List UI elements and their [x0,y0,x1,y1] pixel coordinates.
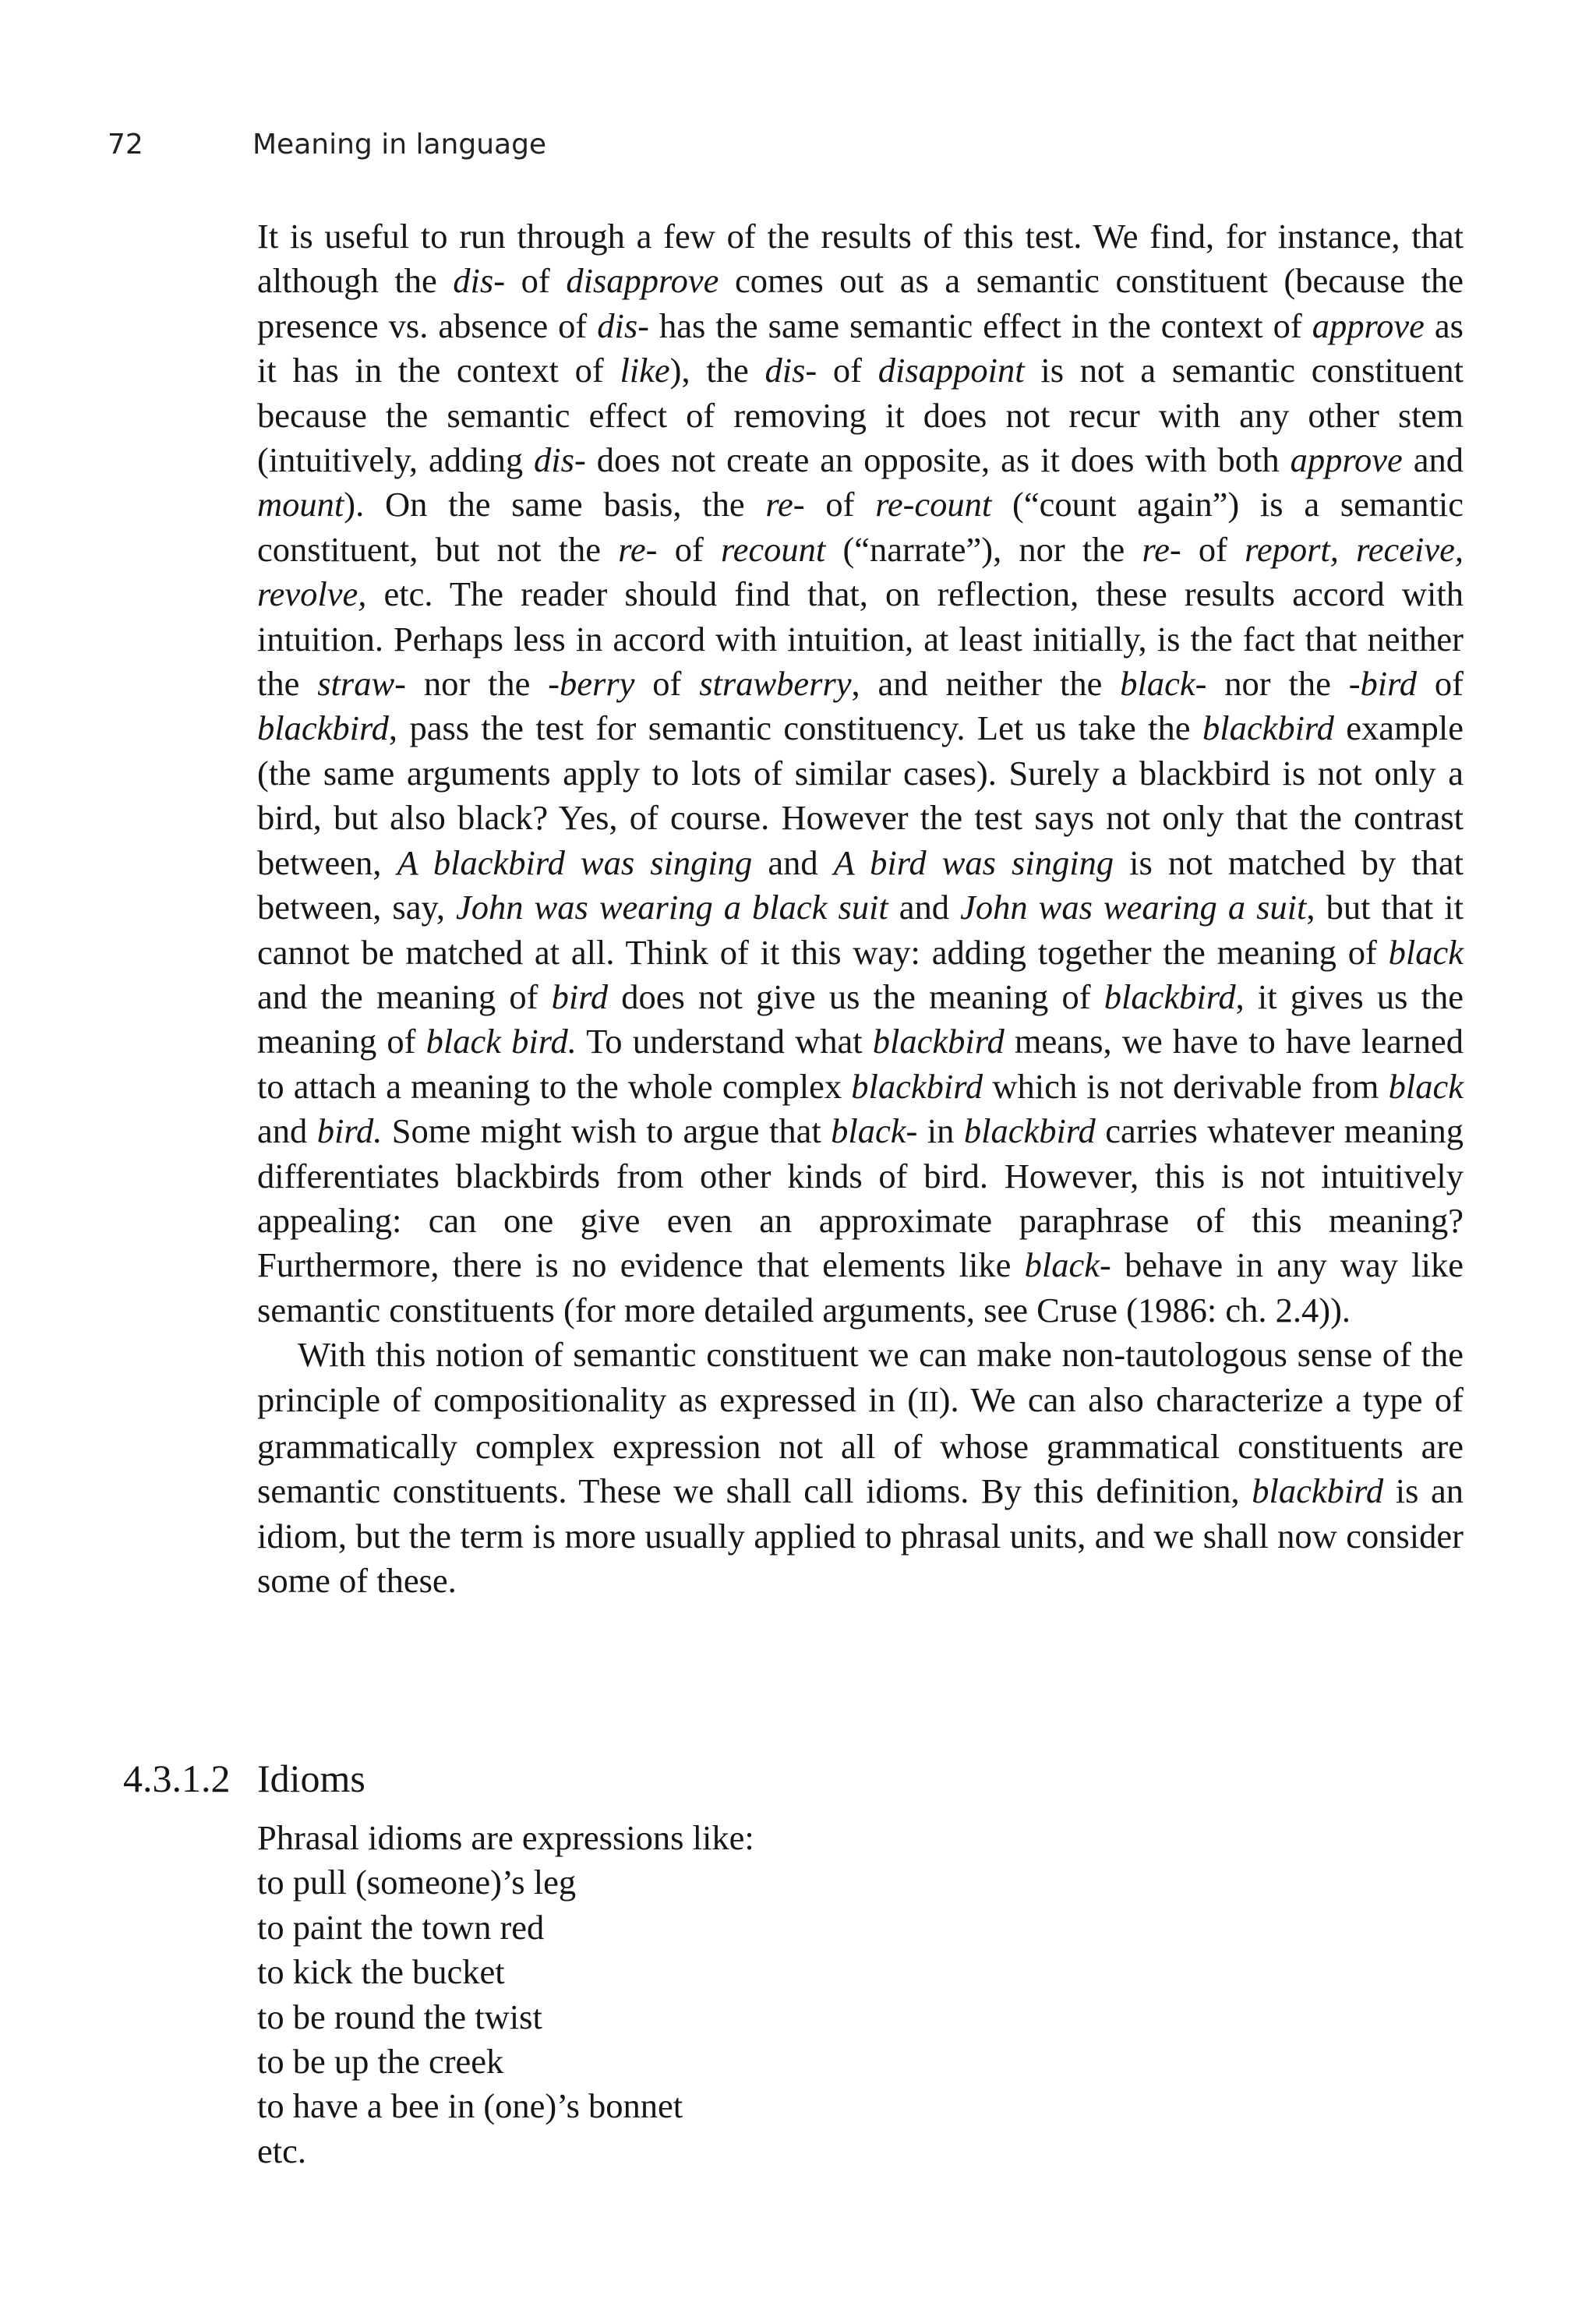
italic-term: black- [1024,1245,1111,1285]
italic-term: approve [1290,440,1403,480]
idiom-intro: Phrasal idioms are expressions like: [257,1818,754,1857]
body-text [257,214,1464,1604]
idiom-items [257,1860,754,2128]
italic-term: blackbird [257,708,389,748]
italic-term: black- [831,1111,918,1151]
running-header [108,129,546,161]
italic-term: like [620,351,670,390]
italic-term: re- [1142,529,1181,569]
italic-term: -berry [548,664,635,704]
italic-term: blackbird [851,1066,983,1106]
italic-term: disapprove [566,261,719,301]
page-number: 72 [108,129,143,161]
italic-term: dis- [453,261,506,301]
italic-term: -bird [1348,664,1418,704]
idiom-item: to be round the twist [257,1997,542,2036]
section-title: Idioms [257,1757,365,1800]
paragraph: It is useful to run through a few of the results of this test. We find, for instance, that although the dis- of disapprove comes out as a semantic constituent (because the presence vs. absence of dis- has the same semantic effect in the context of approve as it has in the context of like), the dis- of disappoint is not a semantic constituent because the semantic effect of removing it does not recur with any other stem (intuitively, adding dis- does not create an opposite, as it does with both approve and mount). On the same basis, the re- of re-count (“count again”) is a semantic constituent, but not the re- of recount (“narrate”), nor the re- of report, receive, revolve, etc. The reader should find that, on reflection, these results accord with intuition. Perhaps less in accord with intuition, at least initially, is the fact that neither the straw- nor the -berry of strawberry, and neither the black- nor the -bird of blackbird, pass the test for semantic constituency. Let us take the blackbird example (the same arguments apply to lots of similar cases). Surely a blackbird is not only a bird, but also black? Yes, of course. However the test says not only that the contrast between, A blackbird was singing and A bird was singing is not matched by that between, say, John was wearing a black suit and John was wearing a suit, but that it cannot be matched at all. Think of it this way: adding together the meaning of black and the meaning of bird does not give us the meaning of blackbird, it gives us the meaning of black bird. To understand what blackbird means, we have to have learned to attach a meaning to the whole complex blackbird which is not derivable from black and bird. Some might wish to argue that black- in blackbird carries whatever meaning differentiates blackbirds from other kinds of bird. However, this is not intuitively appealing: can one give even an approximate paraphrase of this meaning? Furthermore, there is no evidence that elements like black- behave in any way like semantic constituents (for more detailed arguments, see Cruse (1986: ch. 2.4)). [257,217,1464,1330]
italic-term: A bird was singing [833,842,1114,882]
idiom-etc: etc. [257,2131,306,2170]
italic-term: black bird. [425,1022,577,1061]
italic-term: approve [1312,305,1425,345]
italic-term: blackbird [1252,1471,1384,1511]
section-heading [123,1753,1448,1803]
italic-term: blackbird [1202,708,1334,748]
italic-term: re- [618,529,658,569]
idiom-item: to kick the bucket [257,1952,505,1992]
italic-term: report, receive, revolve, [257,529,1464,614]
italic-term: disappoint [877,351,1025,390]
italic-term: John was wearing a suit [960,888,1307,927]
section-number: 4.3.1.2 [123,1757,231,1800]
idiom-item: to be up the creek [257,2042,504,2082]
italic-term: re- [765,485,805,524]
italic-term: dis- [764,351,817,390]
example-ref: II [919,1385,939,1418]
italic-term: straw- [317,664,406,704]
italic-term: A blackbird was singing [397,842,753,882]
paragraph: With this notion of semantic constituent we can make non-tautologous sense of the principle of compositionality as expressed in (II). We can also characterize a type of grammatically complex expression not all of whose grammatical constituents are semantic constituents. These we shall call idioms. By this definition, blackbird is an idiom, but the term is more usually applied to phrasal units, and we shall now consider some of these. [257,1335,1464,1601]
italic-term: bird. [316,1111,383,1151]
running-title: Meaning in language [252,129,547,161]
italic-term: black [1388,1066,1464,1106]
idiom-list [257,1816,754,2174]
idiom-item: to paint the town red [257,1907,545,1947]
italic-term: recount [720,529,826,569]
italic-term: blackbird [1103,976,1236,1016]
italic-term: dis- [597,305,649,345]
idiom-item: to have a bee in (one)’s bonnet [257,2086,683,2126]
idiom-item: to pull (someone)’s leg [257,1863,577,1902]
italic-term: re-count [875,485,992,524]
italic-term: John was wearing a black suit [456,888,888,927]
italic-term: blackbird [963,1111,1096,1151]
italic-term: bird [551,976,609,1016]
italic-term: dis- [534,440,586,480]
italic-term: black- [1120,664,1207,704]
italic-term: blackbird [872,1022,1005,1061]
italic-term: mount [257,485,344,524]
italic-term: black [1388,932,1464,972]
italic-term: strawberry [699,664,852,704]
